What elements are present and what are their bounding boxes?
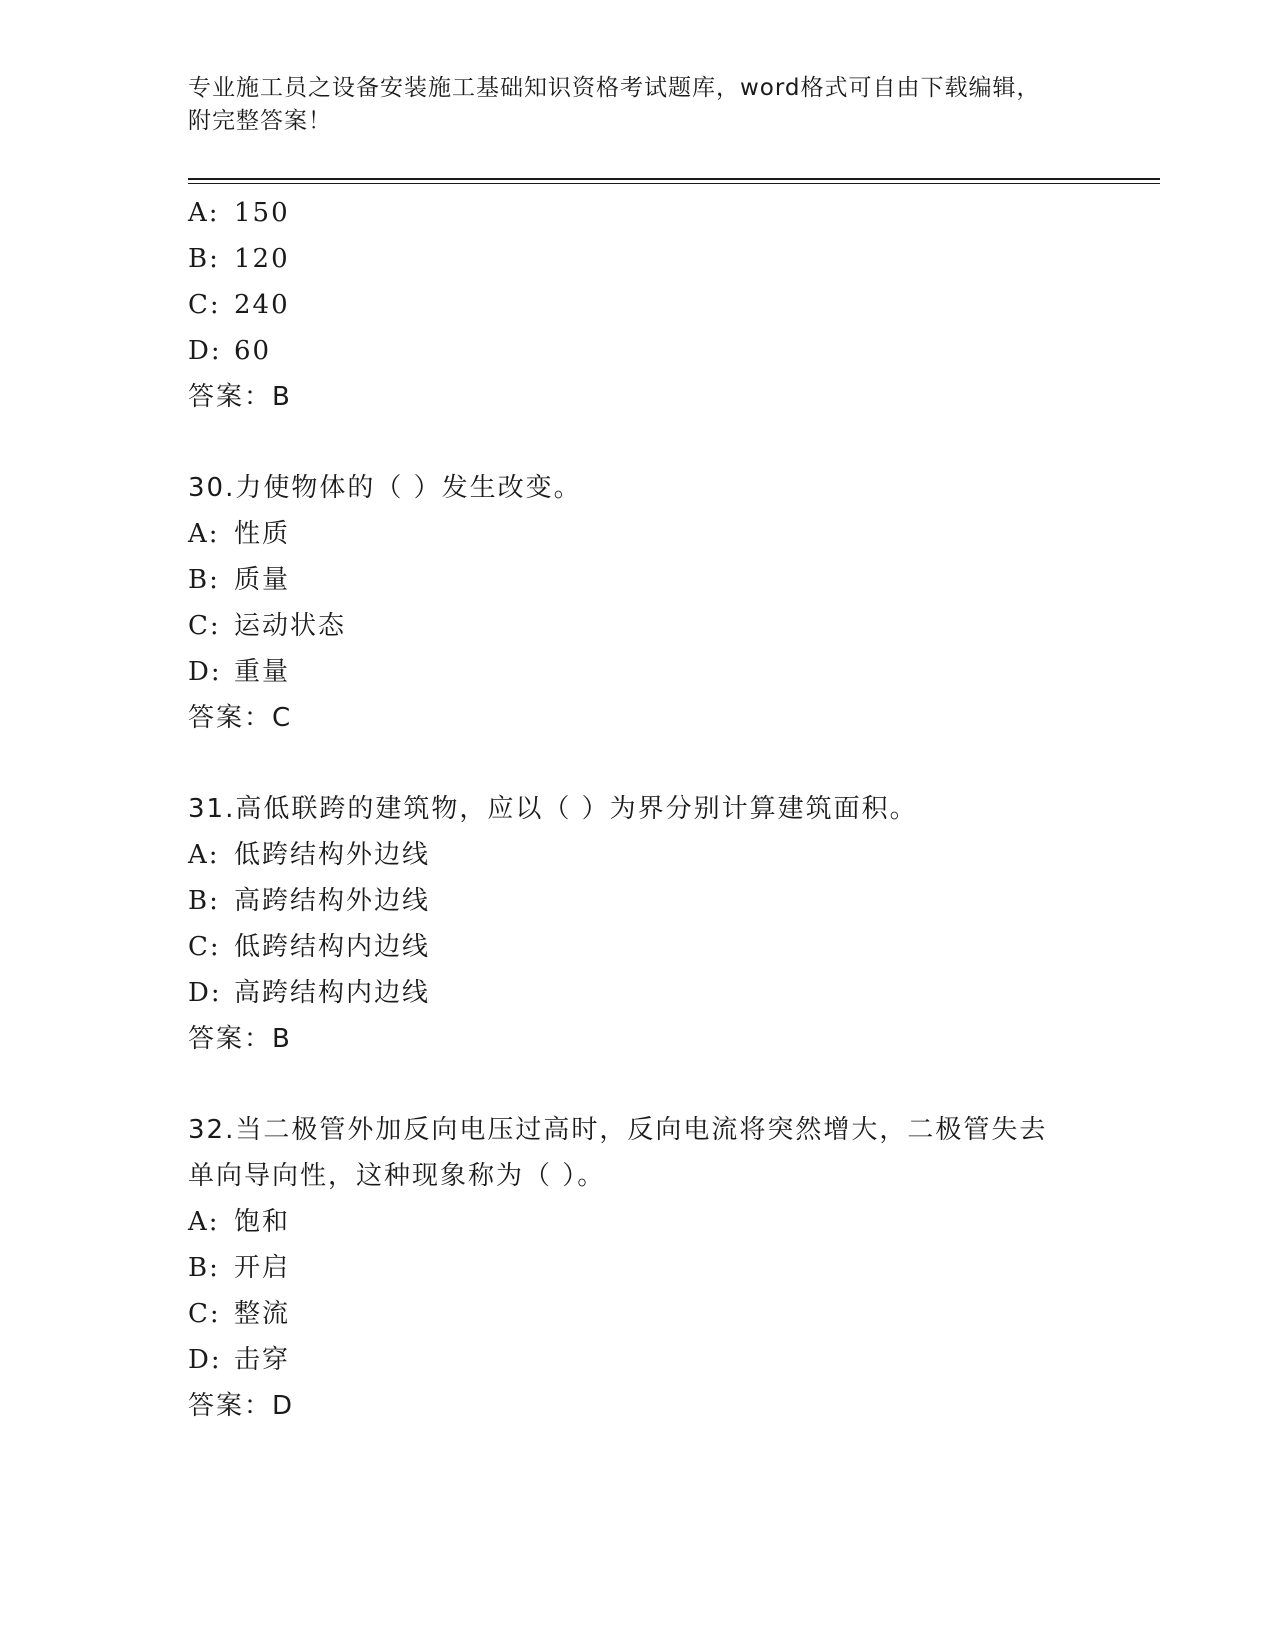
spacer — [188, 420, 1148, 465]
option-d — [188, 1337, 1148, 1383]
option-label: D: — [188, 336, 222, 366]
header-line-2: 附完整答案！ — [188, 108, 332, 134]
option-label: A: — [188, 840, 220, 870]
option-text: 性质 — [234, 519, 291, 549]
option-label: B: — [188, 886, 220, 916]
option-label: D: — [188, 657, 222, 687]
option-a — [188, 1199, 1148, 1245]
option-b — [188, 557, 1148, 603]
option-text: 重量 — [234, 657, 291, 687]
spacer — [188, 741, 1148, 786]
option-text: 240 — [234, 290, 290, 320]
header-line-1: 专业施工员之设备安装施工基础知识资格考试题库，word格式可自由下载编辑， — [188, 75, 1041, 101]
option-c — [188, 1291, 1148, 1337]
question-31-block — [188, 786, 1148, 1062]
answer-line: 答案：D — [188, 1391, 295, 1421]
option-label: C: — [188, 1299, 221, 1329]
option-d — [188, 649, 1148, 695]
answer-line: 答案：B — [188, 1024, 292, 1054]
question-text: 31.高低联跨的建筑物，应以（ ）为界分别计算建筑面积。 — [188, 794, 918, 824]
option-text: 低跨结构外边线 — [234, 840, 431, 870]
header-rule-thin — [188, 183, 1160, 184]
answer-line: 答案：B — [188, 382, 292, 412]
option-label: B: — [188, 565, 220, 595]
option-a — [188, 511, 1148, 557]
option-label: C: — [188, 932, 221, 962]
option-c — [188, 603, 1148, 649]
option-d — [188, 328, 1148, 374]
option-text: 高跨结构外边线 — [234, 886, 431, 916]
option-b — [188, 1245, 1148, 1291]
answer-line: 答案：C — [188, 703, 293, 733]
option-a — [188, 190, 1148, 236]
question-29-block — [188, 190, 1148, 420]
question-text-line-1: 32.当二极管外加反向电压过高时，反向电流将突然增大，二极管失去 — [188, 1115, 1048, 1145]
option-label: D: — [188, 978, 222, 1008]
option-text: 120 — [234, 244, 290, 274]
option-c — [188, 282, 1148, 328]
document-header — [188, 72, 1088, 138]
option-label: A: — [188, 198, 220, 228]
option-text: 低跨结构内边线 — [234, 932, 431, 962]
spacer — [188, 1062, 1148, 1107]
question-content — [188, 190, 1148, 1429]
question-30-block — [188, 465, 1148, 741]
option-text: 开启 — [234, 1253, 291, 1283]
option-a — [188, 832, 1148, 878]
option-d — [188, 970, 1148, 1016]
option-text: 击穿 — [234, 1345, 291, 1375]
question-text: 30.力使物体的（ ）发生改变。 — [188, 473, 582, 503]
option-text: 整流 — [234, 1299, 291, 1329]
option-text: 高跨结构内边线 — [234, 978, 431, 1008]
option-text: 质量 — [234, 565, 291, 595]
option-text: 150 — [234, 198, 290, 228]
option-label: B: — [188, 244, 220, 274]
option-text: 饱和 — [234, 1207, 291, 1237]
option-text: 60 — [234, 336, 272, 366]
question-32-block — [188, 1107, 1148, 1429]
option-b — [188, 236, 1148, 282]
option-b — [188, 878, 1148, 924]
option-c — [188, 924, 1148, 970]
option-label: C: — [188, 290, 221, 320]
option-label: D: — [188, 1345, 222, 1375]
question-text-line-2: 单向导向性，这种现象称为（ ）。 — [188, 1161, 606, 1191]
option-text: 运动状态 — [234, 611, 347, 641]
option-label: A: — [188, 519, 220, 549]
option-label: C: — [188, 611, 221, 641]
header-rule-thick — [188, 178, 1160, 180]
option-label: B: — [188, 1253, 220, 1283]
option-label: A: — [188, 1207, 220, 1237]
